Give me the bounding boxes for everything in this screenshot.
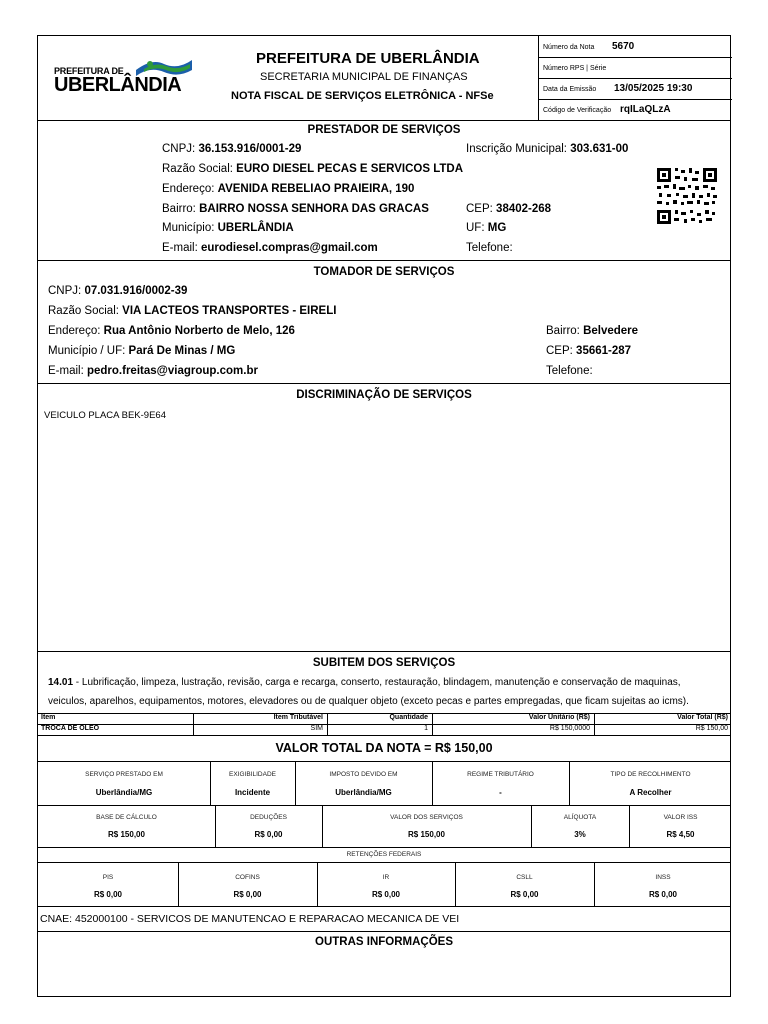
inss-value: R$ 0,00 bbox=[648, 890, 678, 899]
tipo-recolhimento-value: A Recolher bbox=[629, 788, 672, 797]
prestador-telefone: Telefone: bbox=[466, 242, 513, 254]
prestador-email: E-mail: eurodiesel.compras@gmail.com bbox=[162, 242, 378, 254]
header-title: PREFEITURA DE UBERLÂNDIA bbox=[256, 50, 480, 67]
tomador-telefone: Telefone: bbox=[546, 365, 593, 377]
discriminacao-text: VEICULO PLACA BEK-9E64 bbox=[44, 410, 166, 421]
nfse-document bbox=[37, 35, 731, 997]
rps-label: Número RPS | Série bbox=[543, 65, 607, 72]
exigibilidade-value: Incidente bbox=[234, 788, 271, 797]
valor-servicos-label: VALOR DOS SERVIÇOS bbox=[390, 814, 463, 821]
tomador-razao: Razão Social: VIA LACTEOS TRANSPORTES - EIRELI bbox=[48, 305, 337, 317]
pis-label: PIS bbox=[102, 874, 114, 881]
prestador-title: PRESTADOR DE SERVIÇOS bbox=[307, 124, 461, 136]
header-subtitle: SECRETARIA MUNICIPAL DE FINANÇAS bbox=[260, 71, 468, 83]
prestador-cep: CEP: 38402-268 bbox=[466, 203, 552, 215]
valor-iss-value: R$ 4,50 bbox=[666, 830, 695, 839]
emissao-label: Data da Emissão bbox=[543, 86, 597, 93]
prestador-uf: UF: MG bbox=[466, 222, 507, 234]
ir-value: R$ 0,00 bbox=[371, 890, 401, 899]
exigibilidade-label: EXIGIBILIDADE bbox=[229, 771, 276, 778]
logo-line2: UBERLÂNDIA bbox=[54, 74, 182, 96]
valor-servicos-value: R$ 150,00 bbox=[408, 830, 445, 839]
prestador-municipio: Município: UBERLÂNDIA bbox=[162, 222, 294, 234]
items-header-item: Item bbox=[41, 714, 56, 721]
tomador-cep: CEP: 35661-287 bbox=[546, 345, 632, 357]
retencoes-title: RETENÇÕES FEDERAIS bbox=[346, 851, 422, 858]
prestador-razao: Razão Social: EURO DIESEL PECAS E SERVICOS LTDA bbox=[162, 163, 464, 175]
city-logo bbox=[54, 56, 199, 96]
deducoes-label: DEDUÇÕES bbox=[250, 814, 287, 821]
prestador-im: Inscrição Municipal: 303.631-00 bbox=[466, 143, 629, 155]
subitem-line2: veiculos, aparelhos, equipamentos, motores, elevadores ou de qualquer objeto (exceto pecas e partes empregadas, que ficam sujeitas ao icms). bbox=[48, 696, 689, 707]
outras-title: OUTRAS INFORMAÇÕES bbox=[315, 936, 453, 948]
items-cell-tributavel: SIM bbox=[310, 725, 323, 732]
prestador-endereco: Endereço: AVENIDA REBELIAO PRAIEIRA, 190 bbox=[162, 183, 415, 195]
verificacao-label: Código de Verificação bbox=[543, 107, 612, 114]
items-cell-item: TROCA DE OLEO bbox=[41, 725, 100, 732]
prestador-cnpj: CNPJ: 36.153.916/0001-29 bbox=[162, 143, 302, 155]
tipo-recolhimento-label: TIPO DE RECOLHIMENTO bbox=[610, 771, 691, 778]
tomador-bairro: Bairro: Belvedere bbox=[546, 325, 639, 337]
items-header-valor-total: Valor Total (R$) bbox=[677, 714, 728, 721]
valor-iss-label: VALOR ISS bbox=[663, 814, 698, 821]
regime-tributario-label: REGIME TRIBUTÁRIO bbox=[467, 771, 534, 778]
pis-value: R$ 0,00 bbox=[93, 890, 123, 899]
discriminacao-title: DISCRIMINAÇÃO DE SERVIÇOS bbox=[296, 389, 472, 401]
tomador-cnpj: CNPJ: 07.031.916/0002-39 bbox=[48, 285, 188, 297]
cnae: CNAE: 452000100 - SERVICOS DE MANUTENCAO E REPARACAO MECANICA DE VEI bbox=[40, 913, 460, 925]
items-cell-valor-total: R$ 150,00 bbox=[695, 725, 728, 732]
deducoes-value: R$ 0,00 bbox=[254, 830, 283, 839]
csll-label: CSLL bbox=[516, 874, 533, 881]
subitem-line1: 14.01 - Lubrificação, limpeza, lustração, revisão, carga e recarga, conserto, restauração, blindagem, manutenção e conservação de maquinas, bbox=[48, 677, 681, 688]
cofins-value: R$ 0,00 bbox=[233, 890, 262, 899]
csll-value: R$ 0,00 bbox=[510, 890, 539, 899]
numero-nota-label: Número da Nota bbox=[543, 44, 595, 51]
items-cell-quantidade: 1 bbox=[424, 725, 428, 732]
base-calculo-label: BASE DE CÁLCULO bbox=[96, 814, 157, 821]
prestador-bairro: Bairro: BAIRRO NOSSA SENHORA DAS GRACAS bbox=[162, 203, 429, 215]
imposto-devido-value: Uberlândia/MG bbox=[335, 788, 392, 797]
header-doc-type: NOTA FISCAL DE SERVIÇOS ELETRÔNICA - NFSe bbox=[231, 90, 494, 102]
servico-prestado-value: Uberlândia/MG bbox=[95, 788, 153, 797]
items-header-tributavel: Item Tributável bbox=[273, 714, 323, 721]
emissao: 13/05/2025 19:30 bbox=[614, 83, 693, 94]
total-value: VALOR TOTAL DA NOTA = R$ 150,00 bbox=[275, 741, 493, 755]
imposto-devido-label: IMPOSTO DEVIDO EM bbox=[329, 771, 398, 778]
items-header-quantidade: Quantidade bbox=[389, 714, 428, 721]
tomador-title: TOMADOR DE SERVIÇOS bbox=[313, 266, 455, 278]
servico-prestado-label: SERVIÇO PRESTADO EM bbox=[85, 771, 163, 778]
items-cell-valor-unitario: R$ 150,0000 bbox=[549, 725, 590, 732]
aliquota-value: 3% bbox=[574, 830, 586, 839]
subitem-title: SUBITEM DOS SERVIÇOS bbox=[312, 657, 456, 669]
cofins-label: COFINS bbox=[235, 874, 260, 881]
aliquota-label: ALÍQUOTA bbox=[563, 814, 597, 821]
tomador-email: E-mail: pedro.freitas@viagroup.com.br bbox=[48, 365, 258, 377]
tomador-municipio: Município / UF: Pará De Minas / MG bbox=[48, 345, 236, 357]
numero-nota: 5670 bbox=[612, 41, 635, 52]
qr-code-icon bbox=[657, 168, 717, 224]
regime-tributario-value: - bbox=[499, 788, 502, 797]
logo-line1: PREFEITURA DE bbox=[54, 66, 124, 76]
items-header-valor-unitario: Valor Unitário (R$) bbox=[528, 714, 590, 721]
inss-label: INSS bbox=[655, 874, 671, 881]
tomador-endereco: Endereço: Rua Antônio Norberto de Melo, 126 bbox=[48, 325, 295, 337]
verificacao: rqILaQLzA bbox=[620, 104, 671, 115]
ir-label: IR bbox=[382, 874, 390, 881]
base-calculo-value: R$ 150,00 bbox=[108, 830, 145, 839]
